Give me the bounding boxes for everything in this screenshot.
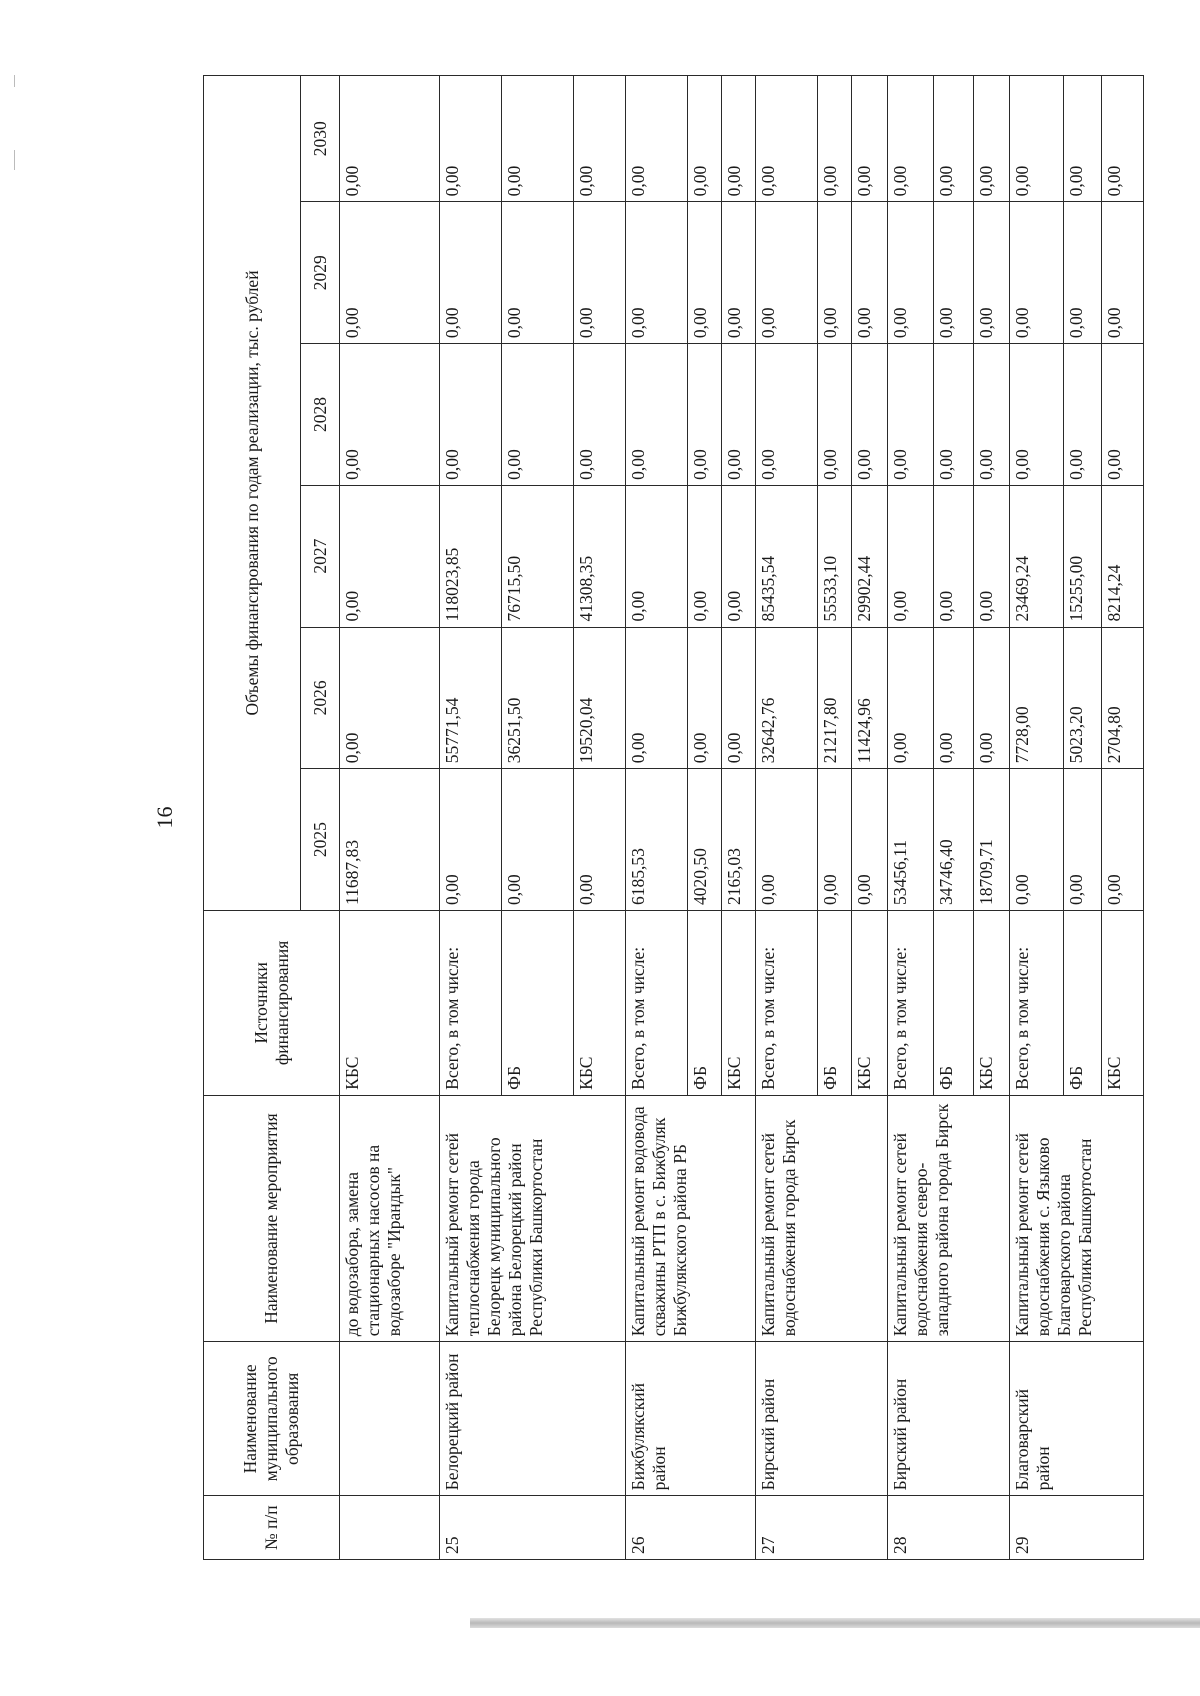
header-year: 2029 — [301, 202, 340, 344]
amount-cell: 0,00 — [1010, 202, 1064, 344]
amount-cell: 0,00 — [688, 344, 722, 486]
project-number: 27 — [756, 1496, 888, 1560]
municipality-name: Бирский район — [888, 1342, 1010, 1496]
project-number: 29 — [1010, 1496, 1144, 1560]
amount-cell: 0,00 — [852, 202, 888, 344]
financing-source: ФБ — [688, 910, 722, 1095]
amount-cell: 0,00 — [934, 627, 974, 769]
amount-cell: 11424,96 — [852, 627, 888, 769]
header-year: 2028 — [301, 344, 340, 486]
amount-cell: 0,00 — [974, 202, 1010, 344]
amount-cell: 5023,20 — [1064, 627, 1102, 769]
amount-cell: 6185,53 — [626, 769, 688, 911]
amount-cell: 0,00 — [1064, 769, 1102, 911]
amount-cell: 0,00 — [756, 344, 818, 486]
amount-cell: 0,00 — [1064, 344, 1102, 486]
amount-cell: 0,00 — [502, 76, 574, 202]
amount-cell: 0,00 — [852, 769, 888, 911]
municipality-name: Бижбулякский район — [626, 1342, 756, 1496]
amount-cell: 0,00 — [756, 769, 818, 911]
amount-cell: 0,00 — [974, 344, 1010, 486]
amount-cell: 0,00 — [340, 202, 440, 344]
event-name: Капитальный ремонт сетей водоснабжения с. Языково Благоварского района Республики Башкортостан — [1010, 1095, 1144, 1341]
amount-cell: 55771,54 — [440, 627, 502, 769]
municipality-name: Белорецкий район — [440, 1342, 626, 1496]
financing-table — [203, 75, 1144, 1560]
financing-source: КБС — [722, 910, 756, 1095]
amount-cell: 0,00 — [574, 202, 626, 344]
amount-cell: 0,00 — [626, 485, 688, 627]
table-body — [340, 76, 1144, 1560]
amount-cell: 76715,50 — [502, 485, 574, 627]
header-event: Наименование мероприятия — [204, 1095, 340, 1341]
amount-cell: 7728,00 — [1010, 627, 1064, 769]
amount-cell: 0,00 — [574, 344, 626, 486]
amount-cell: 41308,35 — [574, 485, 626, 627]
financing-source: КБС — [340, 910, 440, 1095]
amount-cell: 0,00 — [722, 76, 756, 202]
page-number: 16 — [152, 806, 177, 829]
amount-cell: 0,00 — [1064, 76, 1102, 202]
financing-source: Всего, в том числе: — [440, 910, 502, 1095]
amount-cell: 0,00 — [440, 202, 502, 344]
amount-cell: 0,00 — [934, 344, 974, 486]
project-number: 28 — [888, 1496, 1010, 1560]
amount-cell: 0,00 — [688, 627, 722, 769]
amount-cell: 0,00 — [818, 769, 852, 911]
amount-cell: 0,00 — [340, 344, 440, 486]
amount-cell: 15255,00 — [1064, 485, 1102, 627]
amount-cell: 0,00 — [888, 627, 934, 769]
table-row — [340, 76, 440, 1560]
municipality-name: Бирский район — [756, 1342, 888, 1496]
financing-source: КБС — [1102, 910, 1144, 1095]
amount-cell: 0,00 — [818, 76, 852, 202]
amount-cell: 0,00 — [934, 485, 974, 627]
amount-cell: 0,00 — [1010, 344, 1064, 486]
amount-cell: 0,00 — [574, 76, 626, 202]
municipality-name — [340, 1342, 440, 1496]
amount-cell: 0,00 — [818, 344, 852, 486]
header-year: 2026 — [301, 627, 340, 769]
amount-cell: 0,00 — [440, 344, 502, 486]
amount-cell: 0,00 — [722, 202, 756, 344]
amount-cell: 0,00 — [888, 344, 934, 486]
table-row — [440, 76, 502, 1560]
amount-cell: 0,00 — [626, 344, 688, 486]
amount-cell: 2165,03 — [722, 769, 756, 911]
financing-source: Всего, в том числе: — [626, 910, 688, 1095]
project-number: 25 — [440, 1496, 626, 1560]
amount-cell: 0,00 — [1102, 769, 1144, 911]
amount-cell: 0,00 — [688, 202, 722, 344]
amount-cell: 118023,85 — [440, 485, 502, 627]
amount-cell: 0,00 — [340, 627, 440, 769]
amount-cell: 0,00 — [818, 202, 852, 344]
header-year: 2030 — [301, 76, 340, 202]
event-name: Капитальный ремонт сетей водоснабжения северо-западного района города Бирск — [888, 1095, 1010, 1341]
amount-cell: 32642,76 — [756, 627, 818, 769]
amount-cell: 0,00 — [852, 344, 888, 486]
amount-cell: 23469,24 — [1010, 485, 1064, 627]
amount-cell: 0,00 — [1102, 344, 1144, 486]
amount-cell: 0,00 — [626, 627, 688, 769]
financing-source: Всего, в том числе: — [756, 910, 818, 1095]
amount-cell: 36251,50 — [502, 627, 574, 769]
table-row — [888, 76, 934, 1560]
amount-cell: 0,00 — [722, 485, 756, 627]
amount-cell: 2704,80 — [1102, 627, 1144, 769]
amount-cell: 0,00 — [722, 344, 756, 486]
amount-cell: 0,00 — [688, 485, 722, 627]
amount-cell: 0,00 — [502, 344, 574, 486]
amount-cell: 0,00 — [756, 76, 818, 202]
amount-cell: 85435,54 — [756, 485, 818, 627]
project-number: 26 — [626, 1496, 756, 1560]
amount-cell: 0,00 — [440, 769, 502, 911]
amount-cell: 53456,11 — [888, 769, 934, 911]
amount-cell: 19520,04 — [574, 627, 626, 769]
amount-cell: 34746,40 — [934, 769, 974, 911]
event-name: до водозабора, замена стационарных насосов на водозаборе "Ирандык" — [340, 1095, 440, 1341]
event-name: Капитальный ремонт сетей водоснабжения города Бирск — [756, 1095, 888, 1341]
header-year: 2027 — [301, 485, 340, 627]
amount-cell: 0,00 — [1010, 769, 1064, 911]
amount-cell: 0,00 — [852, 76, 888, 202]
financing-source: ФБ — [502, 910, 574, 1095]
amount-cell: 0,00 — [340, 76, 440, 202]
event-name: Капитальный ремонт сетей теплоснабжения города Белорецк муниципального района Белорецкий район Республики Башкортостан — [440, 1095, 626, 1341]
financing-source: ФБ — [934, 910, 974, 1095]
amount-cell: 0,00 — [1102, 202, 1144, 344]
amount-cell: 8214,24 — [1102, 485, 1144, 627]
header-volumes: Объемы финансирования по годам реализации, тыс. рублей — [204, 76, 301, 911]
amount-cell: 0,00 — [934, 76, 974, 202]
amount-cell: 0,00 — [974, 627, 1010, 769]
amount-cell: 0,00 — [502, 202, 574, 344]
financing-source: Всего, в том числе: — [888, 910, 934, 1095]
header-year: 2025 — [301, 769, 340, 911]
rotated-page — [145, 75, 1124, 1560]
header-municipality: Наименование муниципального образования — [204, 1342, 340, 1496]
amount-cell: 0,00 — [688, 76, 722, 202]
amount-cell: 18709,71 — [974, 769, 1010, 911]
table-row — [1010, 76, 1064, 1560]
financing-source: КБС — [574, 910, 626, 1095]
amount-cell: 0,00 — [574, 769, 626, 911]
financing-source: ФБ — [1064, 910, 1102, 1095]
header-sources: Источники финансирования — [204, 910, 340, 1095]
financing-source: КБС — [974, 910, 1010, 1095]
amount-cell: 0,00 — [888, 76, 934, 202]
project-number — [340, 1496, 440, 1560]
amount-cell: 0,00 — [756, 202, 818, 344]
amount-cell: 55533,10 — [818, 485, 852, 627]
financing-source: ФБ — [818, 910, 852, 1095]
amount-cell: 0,00 — [1064, 202, 1102, 344]
amount-cell: 21217,80 — [818, 627, 852, 769]
amount-cell: 0,00 — [934, 202, 974, 344]
amount-cell: 0,00 — [974, 76, 1010, 202]
amount-cell: 0,00 — [888, 485, 934, 627]
amount-cell: 0,00 — [1010, 76, 1064, 202]
table-row — [626, 76, 688, 1560]
amount-cell: 0,00 — [1102, 76, 1144, 202]
event-name: Капитальный ремонт водовода скважины РТП в с. Бижбуляк Бижбулякского района РБ — [626, 1095, 756, 1341]
amount-cell: 4020,50 — [688, 769, 722, 911]
amount-cell: 0,00 — [502, 769, 574, 911]
financing-source: КБС — [852, 910, 888, 1095]
amount-cell: 0,00 — [626, 202, 688, 344]
amount-cell: 11687,83 — [340, 769, 440, 911]
amount-cell: 0,00 — [626, 76, 688, 202]
amount-cell: 0,00 — [974, 485, 1010, 627]
financing-source: Всего, в том числе: — [1010, 910, 1064, 1095]
municipality-name: Благоварский район — [1010, 1342, 1144, 1496]
amount-cell: 0,00 — [722, 627, 756, 769]
table-row — [756, 76, 818, 1560]
amount-cell: 0,00 — [440, 76, 502, 202]
amount-cell: 29902,44 — [852, 485, 888, 627]
header-no: № п/п — [204, 1496, 340, 1560]
scan-edge-shadow — [470, 1618, 1200, 1628]
amount-cell: 0,00 — [888, 202, 934, 344]
amount-cell: 0,00 — [340, 485, 440, 627]
